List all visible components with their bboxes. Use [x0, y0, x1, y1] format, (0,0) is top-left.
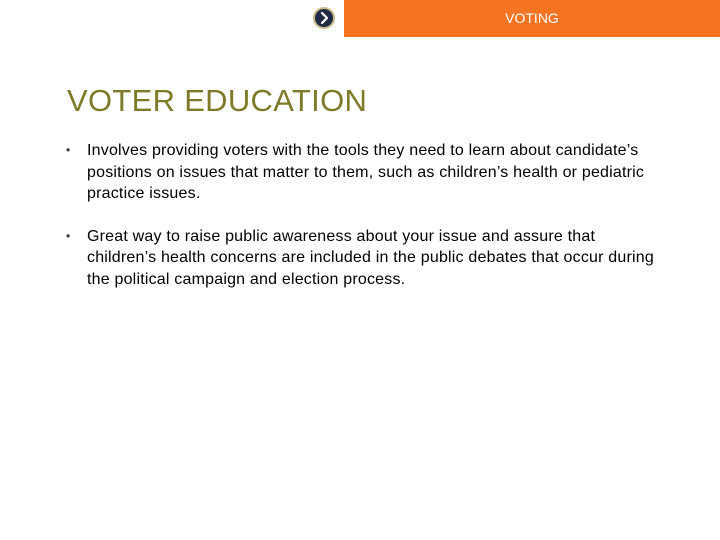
- bullet-marker: •: [66, 228, 71, 243]
- page-title: VOTER EDUCATION: [67, 83, 368, 118]
- section-header-bar: [344, 0, 720, 37]
- bullet-item: [64, 140, 664, 205]
- bullet-list: [64, 140, 664, 311]
- bullet-text: Great way to raise public awareness about your issue and assure that children’s health concerns are included in the public debates that occur during the political campaign and election process.: [87, 227, 654, 288]
- bullet-marker: •: [66, 143, 71, 157]
- bullet-item: [64, 226, 664, 291]
- chevron-right-circle-icon[interactable]: [312, 6, 336, 30]
- bullet-text: Involves providing voters with the tools they need to learn about candidate’s positions on issues that matter to them, such as children’s health or pediatric practice issues.: [87, 142, 645, 202]
- section-label: VOTING: [505, 10, 559, 26]
